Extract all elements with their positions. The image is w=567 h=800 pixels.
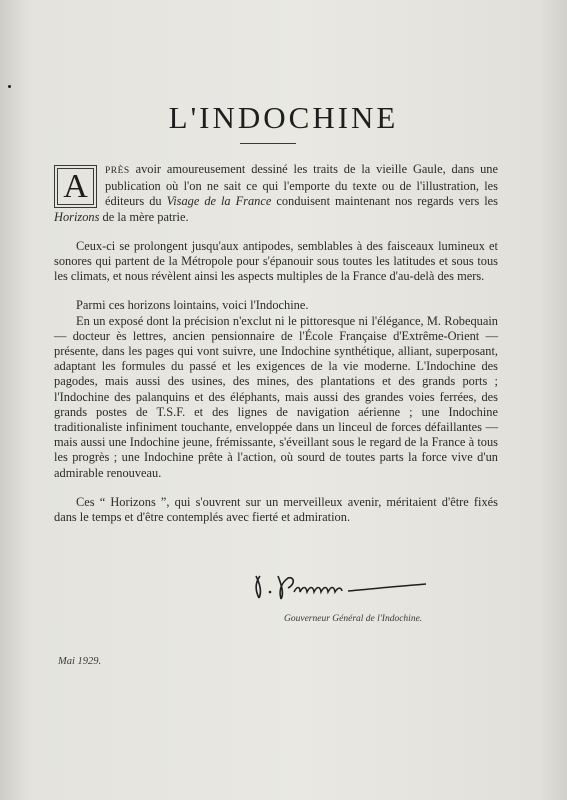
work-title: Visage de la France bbox=[166, 194, 272, 209]
drop-cap-frame bbox=[54, 165, 97, 208]
text-body bbox=[54, 162, 498, 525]
signatory-title: Gouverneur Général de l'Indochine. bbox=[284, 614, 423, 624]
page-title: L'INDOCHINE bbox=[168, 100, 399, 135]
horizons-word: Horizons bbox=[54, 209, 100, 224]
paragraph-4: En un exposé dont la précision n'exclut ni le pittoresque ni l'élégance, M. Robequain — docteur ès lettres, ancien pensionnaire de l'École Française d'Extrême-Orient — présente, dans les pages qui vont suivre, une Indochine synthétique, alliant, superposant, adaptant les formules du passé et les exigences de la vie moderne. L'Indochine des pagodes, mais aussi des usines, des mines, des plantations et des grands ports ; l'Indochine des palanquins et des éléphants, mais aussi des grandes voies ferrées, des grands postes de T.S.F. et des lignes de navigation aérienne ; une Indochine traditionaliste infiniment touchante, enveloppée dans un linceul de forces défaillantes — mais aussi une Indochine jeune, frémissante, s'éveillant sous le regard de la France à tous les progrès ; une Indochine prête à l'action, où sourd de toutes parts la force vive d'un admirable renouveau. bbox=[54, 313, 498, 480]
drop-cap: A bbox=[57, 168, 94, 205]
paragraph-1 bbox=[54, 162, 498, 225]
title-underline bbox=[240, 143, 296, 144]
ink-speck bbox=[8, 85, 11, 88]
date: Mai 1929. bbox=[58, 656, 102, 667]
paragraph-3: Parmi ces horizons lointains, voici l'Indochine. bbox=[76, 298, 309, 313]
paragraph-2: Ceux-ci se prolongent jusqu'aux antipodes, semblables à des faisceaux lumineux et sonores qui partent de la Métropole pour s'épanouir sous toutes les latitudes et sous tous les climats, et nous révèlent ainsi les aspects multiples de la France d'au-delà des mers. bbox=[54, 238, 498, 284]
p1-text-a: avoir amoureusement dessiné les traits de la vieille Gaule, dans une publication où l'on ne sait ce qui l'emporte du texte ou de l'illustration, les éditeurs du bbox=[105, 162, 498, 209]
p1-text-c: de la mère patrie. bbox=[99, 209, 189, 224]
lead-word: PRÈS bbox=[105, 166, 130, 176]
p1-text-b: conduisent maintenant nos regards vers les bbox=[271, 194, 499, 209]
handwritten-signature bbox=[250, 562, 430, 602]
paragraph-5: Ces “ Horizons ”, qui s'ouvrent sur un merveilleux avenir, méritaient d'être fixés dans le temps et d'être contemplés avec fierté et admiration. bbox=[54, 494, 498, 525]
